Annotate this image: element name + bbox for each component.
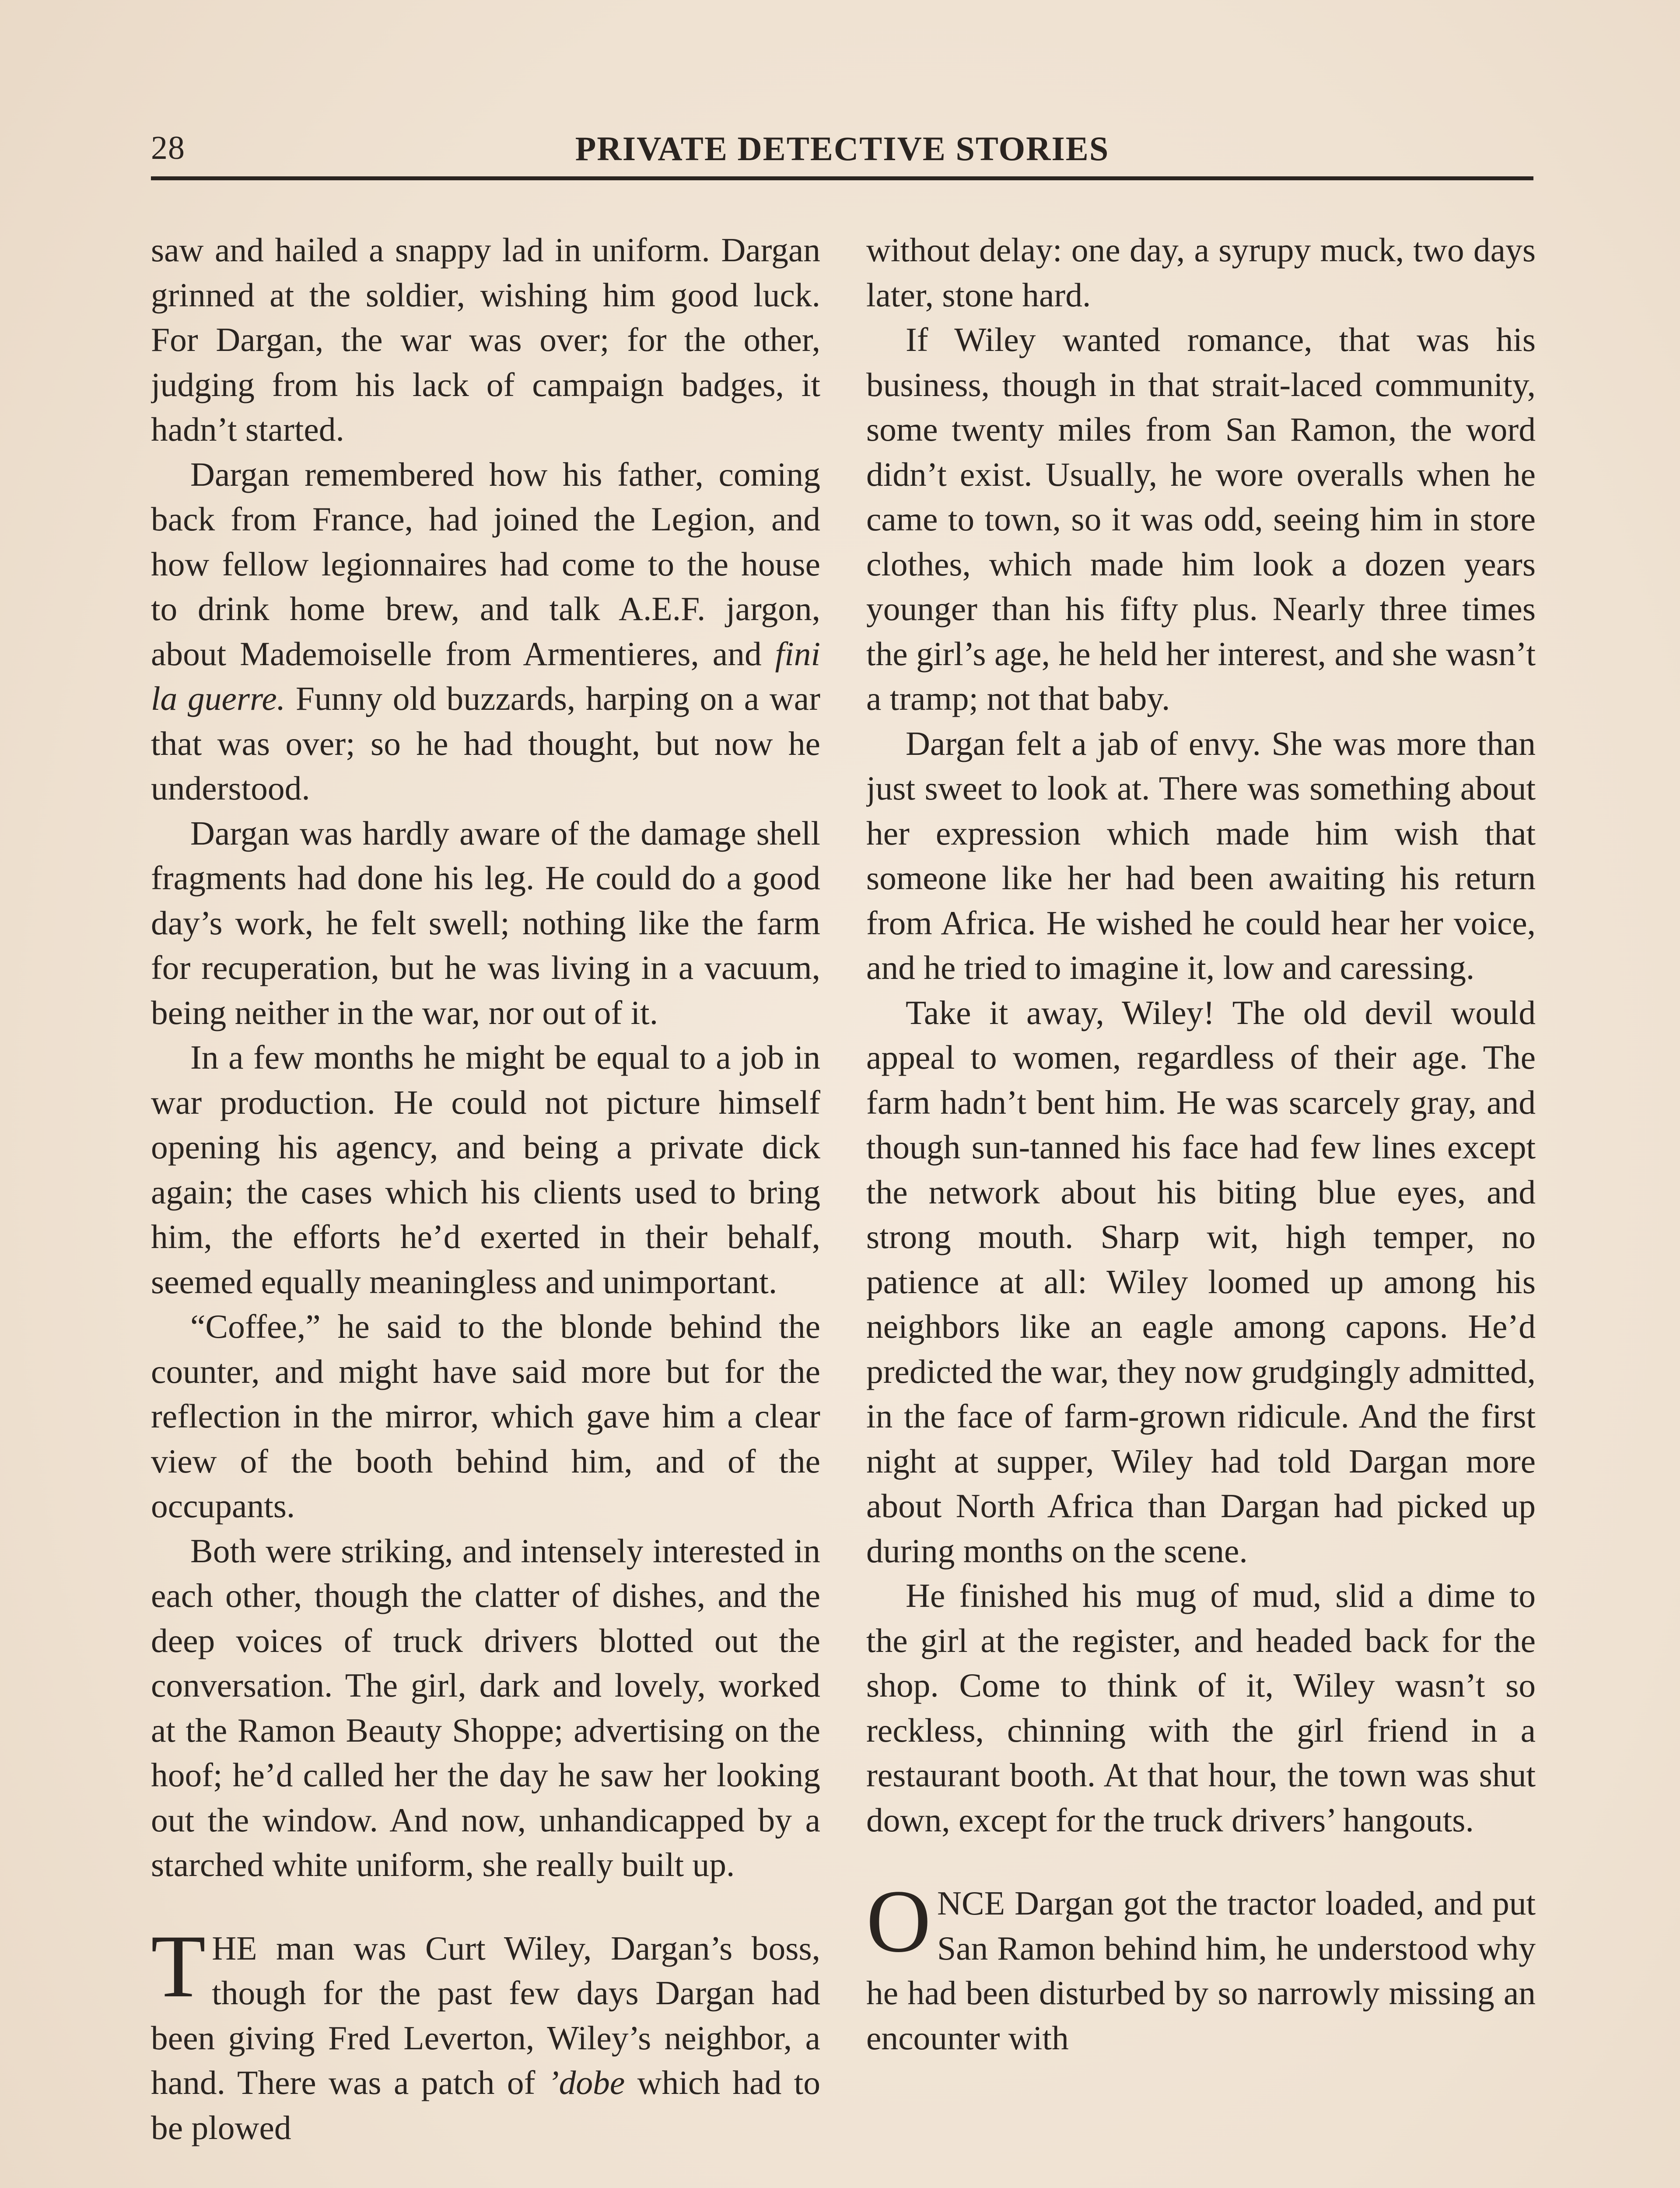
paragraph: without delay: one day, a syrupy muck, two days later, stone hard. bbox=[866, 231, 1536, 314]
header-rule bbox=[151, 176, 1533, 180]
section-paragraph bbox=[151, 1916, 820, 2150]
running-title: PRIVATE DETECTIVE STORIES bbox=[575, 130, 1110, 168]
paragraph: saw and hailed a snappy lad in uniform. Dargan grinned at the soldier, wishing him good luck. For Dargan, the war was over; for the other, judging from his lack of campaign badges, it hadn’t started. bbox=[151, 231, 820, 448]
italic-phrase: fini la guerre. bbox=[151, 635, 820, 717]
paragraph: Dargan felt a jab of envy. She was more than just sweet to look at. There was something about her expression which made him wish that someone like her had been awaiting his return from Africa. He wished he could hear her voice, and he tried to imagine it, low and caressing. bbox=[866, 724, 1536, 986]
drop-cap: T bbox=[151, 1916, 206, 2016]
paragraph: If Wiley wanted romance, that was his business, though in that strait-laced community, some twenty miles from San Ramon, the word didn’t exist. Usually, he wore overalls when he came to town, so it was odd, seeing him in store clothes, which made him look a dozen years younger than his fifty plus. Nearly three times the girl’s age, he held her interest, and she wasn’t a tramp; not that baby. bbox=[866, 321, 1536, 717]
drop-cap: O bbox=[866, 1872, 931, 1971]
paragraph-text: HE man was Curt Wiley, Dargan’s boss, though for the past few days Dargan had been giving Fred Leverton, Wiley’s neighbor, a hand. There was a patch of bbox=[151, 1929, 820, 2101]
paragraph: Both were striking, and intensely interested in each other, though the clatter of dishes, and the deep voices of truck drivers blotted out the conversation. The girl, dark and lovely, worked at the Ramon Beauty Shoppe; advertising on the hoof; he’d called her the day he saw her looking out the window. And now, unhandicapped by a starched white uniform, she really built up. bbox=[151, 1532, 820, 1883]
paragraph: He finished his mug of mud, slid a dime to the girl at the register, and headed back for the shop. Come to think of it, Wiley wasn’t so reckless, chinning with the girl friend in a restaurant booth. At that hour, the town was shut down, except for the truck drivers’ hangouts. bbox=[866, 1577, 1536, 1839]
right-column bbox=[866, 228, 1536, 2188]
paragraph-text: which had to be plowed bbox=[151, 2064, 820, 2146]
paragraph-text: NCE Dargan got the tractor loaded, and put San Ramon behind him, he understood why he had been disturbed by so narrowly missing an encounter with bbox=[866, 1884, 1536, 2057]
paragraph: Take it away, Wiley! The old devil would appeal to women, regardless of their age. The farm hadn’t bent him. He was scarcely gray, and though sun-tanned his face had few lines except the network about his biting blue eyes, and strong mouth. Sharp wit, high temper, no patience at all: Wiley loomed up among his neighbors like an eagle among capons. He’d predicted the war, they now grudgingly admitted, in the face of farm-grown ridicule. And the first night at supper, Wiley had told Dargan more about North Africa than Dargan had picked up during months on the scene. bbox=[866, 993, 1536, 1570]
paragraph: Dargan was hardly aware of the damage shell fragments had done his leg. He could do a good day’s work, he felt swell; nothing like the farm for recuperation, but he was living in a vacuum, being neither in the war, nor out of it. bbox=[151, 814, 820, 1031]
left-column bbox=[151, 228, 820, 2188]
paragraph bbox=[151, 452, 820, 811]
italic-word: ’dobe bbox=[547, 2064, 625, 2101]
paragraph-text: Funny old buzzards, harping on a war that was over; so he had thought, but now he understood. bbox=[151, 680, 820, 807]
section-paragraph bbox=[866, 1872, 1536, 2060]
paragraph-text: Dargan remembered how his father, coming back from France, had joined the Legion, and how fellow legionnaires had come to the house to drink home brew, and talk A.E.F. jargon, about Mademoiselle from Armentieres, and bbox=[151, 455, 820, 673]
paragraph: In a few months he might be equal to a job in war production. He could not picture himself opening his agency, and being a private dick again; the cases which his clients used to bring him, the efforts he’d exerted in their behalf, seemed equally meaningless and unimportant. bbox=[151, 1038, 820, 1301]
page-header bbox=[151, 125, 1533, 173]
paragraph: “Coffee,” he said to the blonde behind the counter, and might have said more but for the reflection in the mirror, which gave him a clear view of the booth behind him, and of the occupants. bbox=[151, 1308, 820, 1525]
page-number: 28 bbox=[151, 130, 185, 166]
